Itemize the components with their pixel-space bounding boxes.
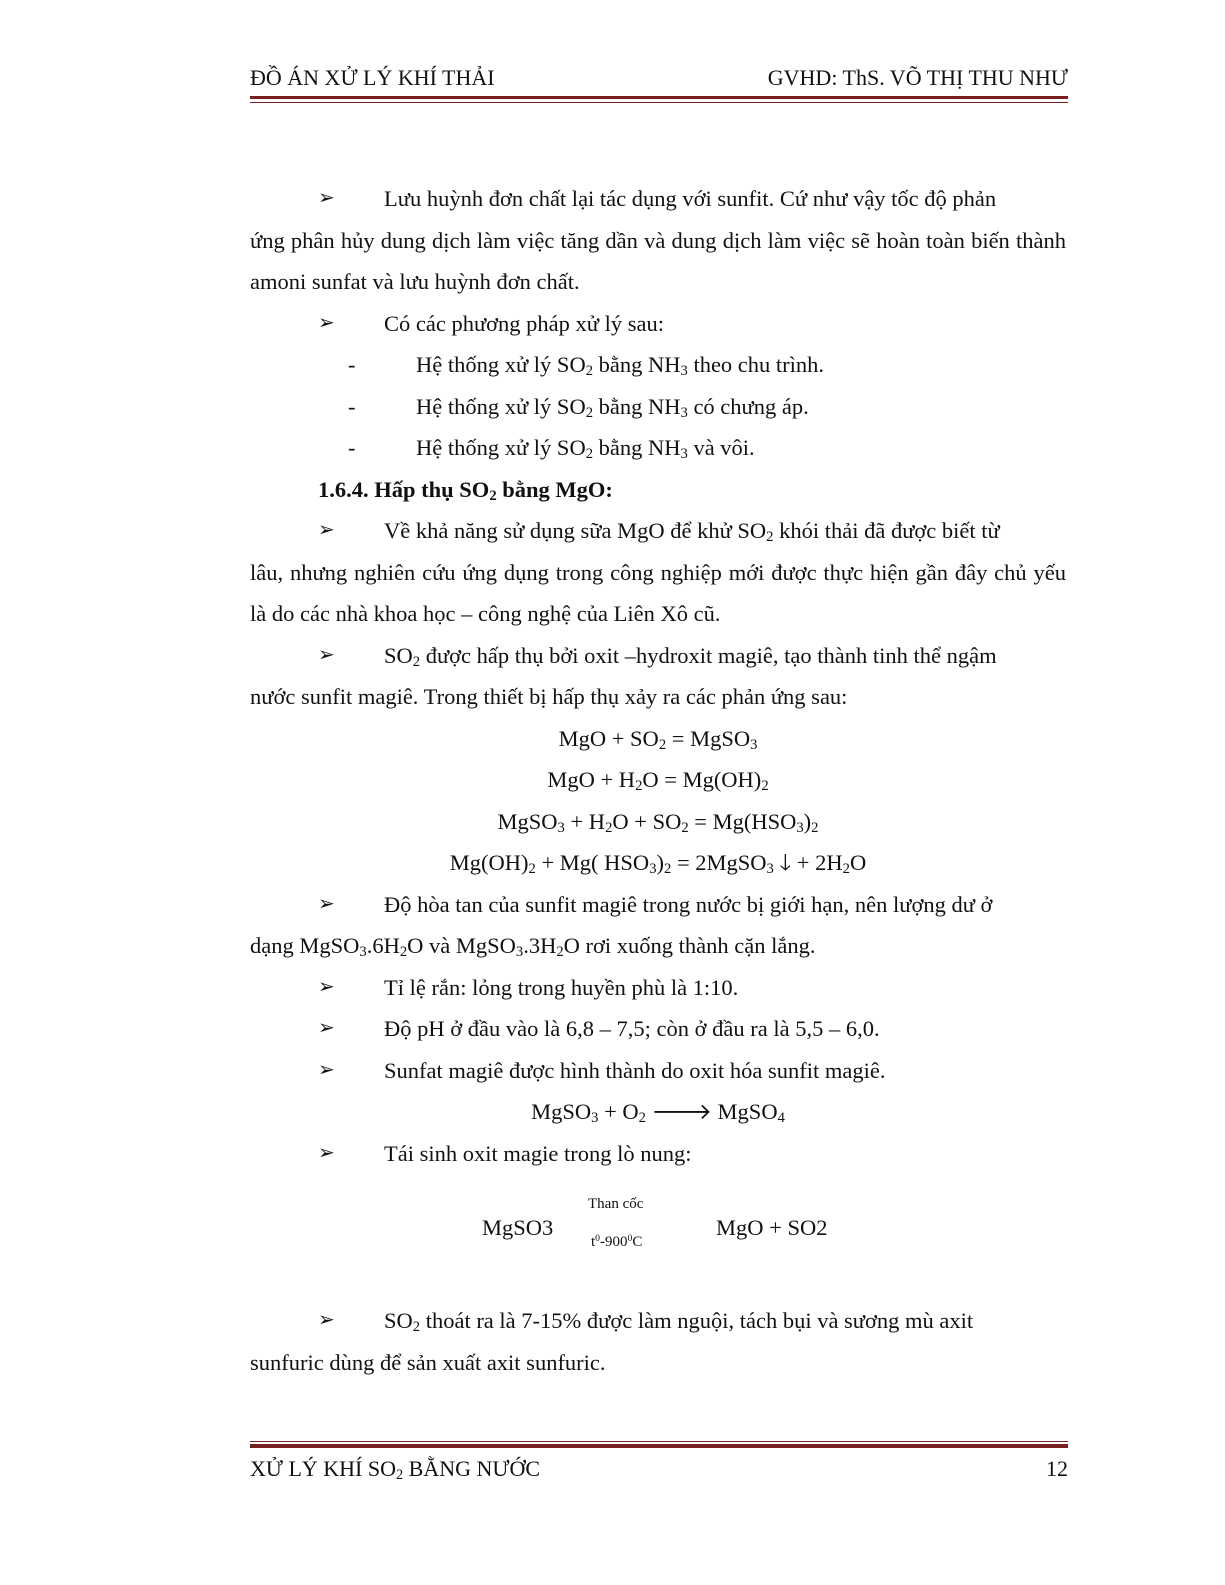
equation: $Mg(OH)_2 + Mg$( $HSO_3)_2$ = 2MgSO$_3$ 🡓 + $2H_2O$ <box>449 850 867 877</box>
paragraph-text: lâu, nhưng nghiên cứu ứng dụng trong công nghiệp mới được thực hiện gần đây chủ yếu là do các nhà khoa học – công nghệ của Liên Xô cũ. <box>250 559 1066 626</box>
bullet-paragraph: ➢ Về khả năng sử dụng sữa MgO để khử $SO_2$ khói thải đã được biết từ <box>250 510 1066 552</box>
down-arrow-icon: 🡓 <box>779 850 792 875</box>
bullet-arrow-icon: ➢ <box>318 1058 335 1081</box>
products: MgO + SO2 <box>716 1215 828 1240</box>
equation: MgO + $SO_2$ = MgSO$_3$ <box>558 725 758 753</box>
bullet-arrow-icon: ➢ <box>318 311 335 334</box>
right-arrow-icon: 🡒 <box>651 1099 712 1124</box>
header-rule-thin <box>250 102 1068 103</box>
bullet-arrow-icon: ➢ <box>318 975 335 998</box>
paragraph-text: sunfuric dùng để sản xuất axit sunfuric. <box>250 1349 606 1375</box>
page-footer <box>250 1438 1068 1484</box>
regeneration-reaction <box>250 1182 1066 1278</box>
bullet-paragraph: ➢ Độ hòa tan của sunfit magiê trong nước bị giới hạn, nên lượng dư ở <box>250 884 1066 926</box>
bullet-arrow-icon: ➢ <box>318 519 335 541</box>
footer-title: XỬ LÝ KHÍ $SO_2$ BẰNG NƯỚC <box>250 1456 541 1483</box>
page-body <box>250 178 1066 1383</box>
equation: MgSO$_3$ + $O_2$ 🡒 MgSO$_4$ <box>531 1099 785 1126</box>
reaction-condition-temperature: $t^0-900^0C$ <box>591 1233 643 1250</box>
paragraph-text: nước sunfit magiê. Trong thiết bị hấp thụ xảy ra các phản ứng sau: <box>250 684 848 709</box>
header-instructor: GVHD: ThS. VÕ THỊ THU NHƯ <box>767 65 1068 90</box>
footer-rule-thick <box>250 1444 1068 1448</box>
bullet-paragraph: ➢ Độ pH ở đầu vào là 6,8 – 7,5; còn ở đầu ra là 5,5 – 6,0. <box>250 1008 1066 1050</box>
header-rule-thick <box>250 96 1068 99</box>
bullet-arrow-icon: ➢ <box>318 187 335 209</box>
page-header <box>250 62 1068 103</box>
reaction-condition-catalyst: Than cốc <box>588 1196 644 1212</box>
bullet-paragraph: ➢ $SO_2$ được hấp thụ bởi oxit –hydroxit magiê, tạo thành tinh thể ngậm <box>250 635 1066 677</box>
bullet-paragraph: ➢ $SO_2$ thoát ra là 7-15% được làm nguội, tách bụi và sương mù axit <box>250 1300 1066 1342</box>
bullet-arrow-icon: ➢ <box>318 643 335 666</box>
page-number: 12 <box>1046 1456 1068 1481</box>
bullet-paragraph: ➢ Sunfat magiê được hình thành do oxit hóa sunfit magiê. <box>250 1050 1066 1092</box>
footer-rule-thin <box>250 1441 1068 1442</box>
dash-list-item: - Hệ thống xử lý $SO_2$ bằng $NH_3$ có chưng áp. <box>348 393 809 421</box>
bullet-paragraph: ➢ Tỉ lệ rắn: lỏng trong huyền phù là 1:10. <box>250 967 1066 1009</box>
bullet-paragraph: ➢ Lưu huỳnh đơn chất lại tác dụng với sunfit. Cứ như vậy tốc độ phản <box>250 178 1066 220</box>
section-heading: 1.6.4. Hấp thụ $SO_2$ bằng MgO: <box>318 476 613 504</box>
bullet-arrow-icon: ➢ <box>318 1309 335 1331</box>
header-title: ĐỒ ÁN XỬ LÝ KHÍ THẢI <box>250 65 495 90</box>
bullet-arrow-icon: ➢ <box>318 1017 335 1039</box>
equation: MgO + $H_2O = Mg(OH)_2$ <box>547 767 769 794</box>
bullet-paragraph: ➢ Tái sinh oxit magie trong lò nung: <box>250 1133 1066 1175</box>
bullet-paragraph: ➢ Có các phương pháp xử lý sau: <box>250 303 1066 345</box>
bullet-arrow-icon: ➢ <box>318 892 335 915</box>
bullet-arrow-icon: ➢ <box>318 1141 335 1164</box>
paragraph-text: ứng phân hủy dung dịch làm việc tăng dần và dung dịch làm việc sẽ hoàn toàn biến thành amoni sunfat và lưu huỳnh đơn chất. <box>250 227 1066 294</box>
equation: MgSO$_3$ + $H_2O + SO_2 = Mg(HSO_3)_2$ <box>497 808 819 836</box>
reactant: MgSO3 <box>482 1215 554 1240</box>
dash-list-item: - Hệ thống xử lý $SO_2$ bằng $NH_3$ theo chu trình. <box>348 352 825 379</box>
paragraph-text: dạng $MgSO_3.6H_2O$ và $MgSO_3.3H_2O$ rơi xuống thành cặn lắng. <box>250 933 816 960</box>
dash-list-item: - Hệ thống xử lý $SO_2$ bằng $NH_3$ và vôi. <box>348 435 755 462</box>
